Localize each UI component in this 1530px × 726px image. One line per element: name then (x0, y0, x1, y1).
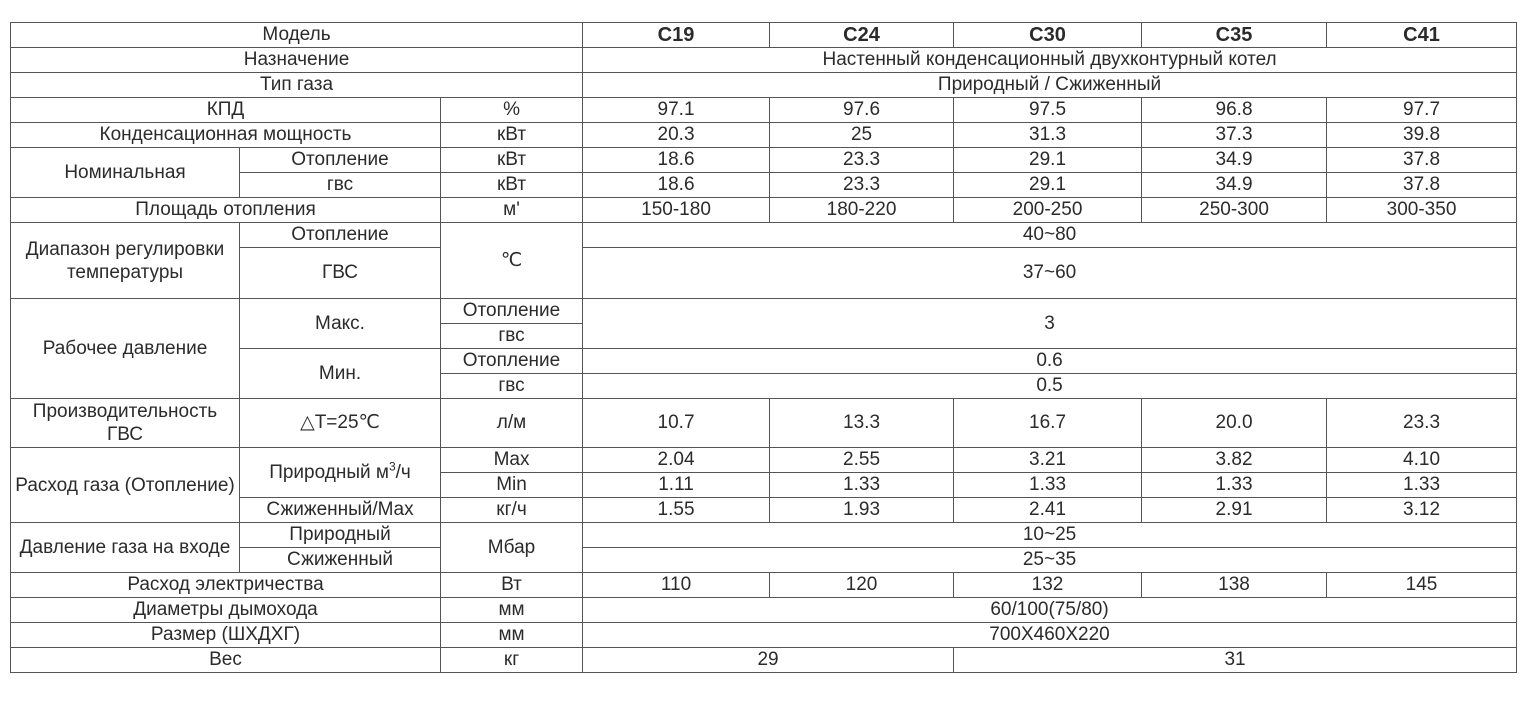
flue-diameter-unit: мм (441, 598, 583, 623)
spec-table (10, 22, 1517, 673)
gas-max-value: 3.21 (954, 448, 1142, 473)
gas-natural-label (240, 448, 441, 498)
gas-consumption-label: Расход газа (Отопление) (11, 448, 240, 523)
model-c30: C30 (954, 23, 1142, 48)
table-row (11, 623, 1517, 648)
table-row (11, 523, 1517, 548)
gas-max-label: Max (441, 448, 583, 473)
nominal-dhw-unit: кВт (441, 173, 583, 198)
gas-lpg-value: 3.12 (1327, 498, 1517, 523)
pressure-max-value: 3 (583, 299, 1517, 349)
pressure-min-dhw-value: 0.5 (583, 374, 1517, 399)
dhw-capacity-value: 10.7 (583, 399, 770, 448)
power-consumption-unit: Вт (441, 573, 583, 598)
gas-type-value: Природный / Сжиженный (583, 73, 1517, 98)
power-consumption-label: Расход электричества (11, 573, 441, 598)
gas-max-value: 3.82 (1142, 448, 1327, 473)
gas-lpg-value: 1.55 (583, 498, 770, 523)
inlet-lpg-label: Сжиженный (240, 548, 441, 573)
inlet-natural-value: 10~25 (583, 523, 1517, 548)
gas-lpg-unit: кг/ч (441, 498, 583, 523)
heating-area-unit: м' (441, 198, 583, 223)
temp-dhw-value: 37~60 (583, 248, 1517, 299)
gas-min-value: 1.33 (954, 473, 1142, 498)
flue-diameter-label: Диаметры дымохода (11, 598, 441, 623)
condensing-power-value: 37.3 (1142, 123, 1327, 148)
nominal-dhw-value: 37.8 (1327, 173, 1517, 198)
condensing-power-label: Конденсационная мощность (11, 123, 441, 148)
gas-lpg-value: 1.93 (770, 498, 954, 523)
heating-area-value: 200-250 (954, 198, 1142, 223)
table-row (11, 448, 1517, 473)
nominal-heating-value: 37.8 (1327, 148, 1517, 173)
table-row (11, 98, 1517, 123)
gas-natural-text: Природный м (269, 461, 389, 483)
gas-lpg-value: 2.91 (1142, 498, 1327, 523)
gas-max-value: 2.55 (770, 448, 954, 473)
model-label: Модель (11, 23, 583, 48)
efficiency-label: КПД (11, 98, 441, 123)
table-row (11, 48, 1517, 73)
nominal-heating-value: 34.9 (1142, 148, 1327, 173)
pressure-max-label: Макс. (240, 299, 441, 349)
temp-unit: ℃ (441, 223, 583, 299)
model-c24: C24 (770, 23, 954, 48)
efficiency-value: 97.7 (1327, 98, 1517, 123)
nominal-dhw-value: 34.9 (1142, 173, 1327, 198)
efficiency-unit: % (441, 98, 583, 123)
weight-value-c30-c41: 31 (954, 648, 1517, 673)
heating-area-value: 150-180 (583, 198, 770, 223)
gas-min-value: 1.11 (583, 473, 770, 498)
table-row (11, 148, 1517, 173)
nominal-heating-value: 29.1 (954, 148, 1142, 173)
table-row (11, 598, 1517, 623)
nominal-heating-label: Отопление (240, 148, 441, 173)
header-row (11, 23, 1517, 48)
nominal-label: Номинальная (11, 148, 240, 198)
flue-diameter-value: 60/100(75/80) (583, 598, 1517, 623)
inlet-natural-label: Природный (240, 523, 441, 548)
efficiency-value: 97.5 (954, 98, 1142, 123)
pressure-min-heating-value: 0.6 (583, 349, 1517, 374)
dhw-capacity-unit: л/м (441, 399, 583, 448)
nominal-dhw-value: 23.3 (770, 173, 954, 198)
condensing-power-value: 31.3 (954, 123, 1142, 148)
temp-range-label: Диапазон регулировки температуры (11, 223, 240, 299)
table-row (11, 648, 1517, 673)
dhw-capacity-value: 16.7 (954, 399, 1142, 448)
pressure-max-heating-label: Отопление (441, 299, 583, 324)
temp-heating-value: 40~80 (583, 223, 1517, 248)
gas-min-label: Min (441, 473, 583, 498)
power-consumption-value: 145 (1327, 573, 1517, 598)
table-row (11, 73, 1517, 98)
dhw-capacity-value: 23.3 (1327, 399, 1517, 448)
dhw-capacity-label: Производительность ГВС (11, 399, 240, 448)
efficiency-value: 97.1 (583, 98, 770, 123)
efficiency-value: 96.8 (1142, 98, 1327, 123)
weight-unit: кг (441, 648, 583, 673)
model-c41: C41 (1327, 23, 1517, 48)
power-consumption-value: 132 (954, 573, 1142, 598)
power-consumption-value: 110 (583, 573, 770, 598)
weight-label: Вес (11, 648, 441, 673)
nominal-dhw-value: 18.6 (583, 173, 770, 198)
condensing-power-unit: кВт (441, 123, 583, 148)
gas-max-value: 4.10 (1327, 448, 1517, 473)
gas-natural-sup: 3 (388, 459, 396, 474)
dimensions-label: Размер (ШХДХГ) (11, 623, 441, 648)
gas-min-value: 1.33 (1327, 473, 1517, 498)
inlet-pressure-unit: Мбар (441, 523, 583, 573)
pressure-min-label: Мин. (240, 349, 441, 399)
heating-area-value: 180-220 (770, 198, 954, 223)
pressure-max-dhw-label: гвс (441, 324, 583, 349)
table-row (11, 123, 1517, 148)
table-row (11, 198, 1517, 223)
table-row (11, 573, 1517, 598)
temp-dhw-label: ГВС (240, 248, 441, 299)
condensing-power-value: 20.3 (583, 123, 770, 148)
nominal-dhw-value: 29.1 (954, 173, 1142, 198)
table-row (11, 223, 1517, 248)
inlet-lpg-value: 25~35 (583, 548, 1517, 573)
condensing-power-value: 39.8 (1327, 123, 1517, 148)
dhw-capacity-value: 20.0 (1142, 399, 1327, 448)
gas-max-value: 2.04 (583, 448, 770, 473)
pressure-min-dhw-label: гвс (441, 374, 583, 399)
pressure-min-heating-label: Отопление (441, 349, 583, 374)
model-c35: C35 (1142, 23, 1327, 48)
gas-lpg-value: 2.41 (954, 498, 1142, 523)
gas-type-label: Тип газа (11, 73, 583, 98)
condensing-power-value: 25 (770, 123, 954, 148)
nominal-heating-unit: кВт (441, 148, 583, 173)
heating-area-value: 250-300 (1142, 198, 1327, 223)
power-consumption-value: 120 (770, 573, 954, 598)
purpose-label: Назначение (11, 48, 583, 73)
temp-heating-label: Отопление (240, 223, 441, 248)
dhw-capacity-condition: △T=25℃ (240, 399, 441, 448)
nominal-heating-value: 18.6 (583, 148, 770, 173)
nominal-dhw-label: гвс (240, 173, 441, 198)
dhw-capacity-value: 13.3 (770, 399, 954, 448)
table-row (11, 299, 1517, 324)
weight-value-c19-c24: 29 (583, 648, 954, 673)
power-consumption-value: 138 (1142, 573, 1327, 598)
efficiency-value: 97.6 (770, 98, 954, 123)
inlet-pressure-label: Давление газа на входе (11, 523, 240, 573)
table-row (11, 399, 1517, 448)
model-c19: C19 (583, 23, 770, 48)
working-pressure-label: Рабочее давление (11, 299, 240, 399)
heating-area-label: Площадь отопления (11, 198, 441, 223)
spec-table-container (10, 22, 1516, 673)
dimensions-unit: мм (441, 623, 583, 648)
purpose-value: Настенный конденсационный двухконтурный котел (583, 48, 1517, 73)
gas-min-value: 1.33 (770, 473, 954, 498)
heating-area-value: 300-350 (1327, 198, 1517, 223)
nominal-heating-value: 23.3 (770, 148, 954, 173)
gas-min-value: 1.33 (1142, 473, 1327, 498)
dimensions-value: 700X460X220 (583, 623, 1517, 648)
gas-natural-suffix: /ч (395, 461, 411, 483)
gas-lpg-label: Сжиженный/Max (240, 498, 441, 523)
